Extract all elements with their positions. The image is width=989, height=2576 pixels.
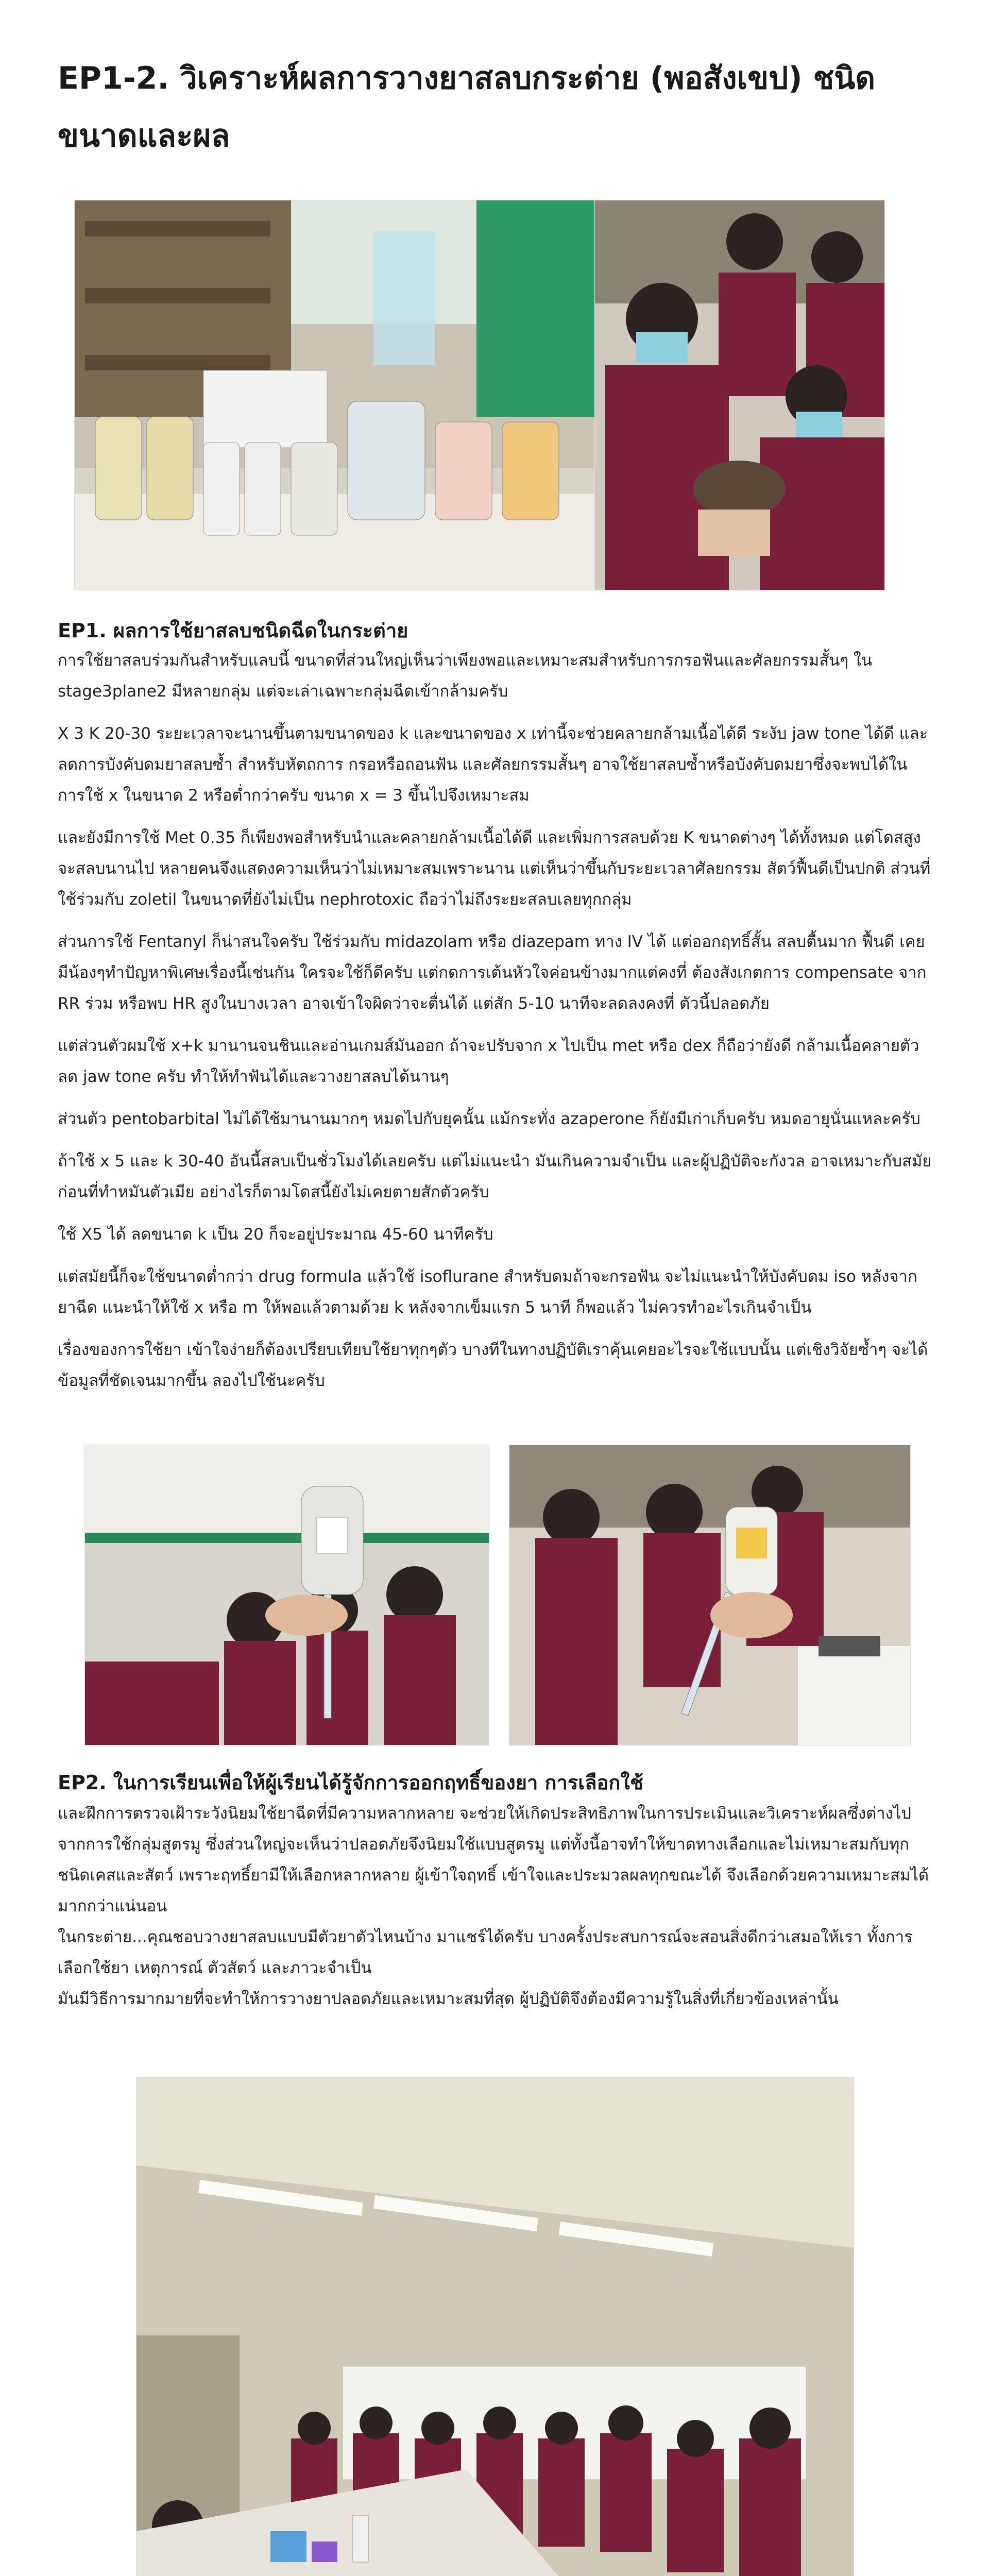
paragraph: และยังมีการใช้ Met 0.35 ก็เพียงพอสำหรับนำและคลายกล้ามเนื้อได้ดี และเพิ่มการสลบด้วย K ขนาดต่างๆ ได้ทั้งหมด แต่โดสสูงจะสลบนานไป หลายคนจึงแสดงความเห็นว่าไม่เหมาะสมเพราะนาน แต่เห็นว่าขึ้นกับระยะเวลาศัลยกรรม สัตว์ฟื้นดีเป็นปกติ ส่วนที่ใช้ร่วมกับ zoletil ในขนาดที่ยังไม่เป็น nephrotoxic ถือว่าไม่ถึงระยะสลบเลยทุกกลุ่ม: [58, 828, 931, 909]
paragraph: เรื่องของการใช้ยา เข้าใจง่ายก็ต้องเปรียบเทียบใช้ยาทุกๆตัว บางทีในทางปฏิบัติเราคุ้นเคยอะไรจะใช้แบบนั้น แต่เชิงวิจัยซ้ำๆ จะได้ข้อมูลที่ชัดเจนมากขึ้น ลองไปใช้นะครับ: [58, 1341, 928, 1390]
paragraph: แต่ส่วนตัวผมใช้ x+k มานานจนชินและอ่านเกมส์มันออก ถ้าจะปรับจาก x ไปเป็น met หรือ dex ก็ถือว่ายังดี กล้ามเนื้อคลายตัว ลด jaw tone ครับ ทำให้ทำฟันได้และวางยาสลบได้นานๆ: [58, 1037, 919, 1086]
vial-syringe-photo-1: [84, 1445, 489, 1745]
vial-syringe-photo-2: [509, 1445, 911, 1745]
paragraph: การใช้ยาสลบร่วมกันสำหรับแลบนี้ ขนาดที่ส่วนใหญ่เห็นว่าเพียงพอและเหมาะสมสำหรับการกรอฟันและศัลยกรรมสั้นๆ ใน stage3plane2 มีหลายกลุ่ม แต่จะเล่าเฉพาะกลุ่มฉีดเข้ากล้ามครับ: [58, 651, 873, 701]
students-handling-rabbit-photo: [594, 200, 885, 590]
paragraph: ส่วนการใช้ Fentanyl ก็น่าสนใจครับ ใช้ร่วมกับ midazolam หรือ diazepam ทาง IV ได้ แต่ออกฤทธิ์สั้น สลบตื้นมาก ฟื้นดี เคยมีน้องๆทำปัญหาพิเศษเรื่องนี้เช่นกัน ใครจะใช้ก็ดีครับ แต่กดการเต้นหัวใจค่อนข้างมากแต่คงที่ ต้องสังเกตการ compensate จาก RR ร่วม หรือพบ HR สูงในบางเวลา อาจเข้าใจผิดว่าจะตื่นได้ แต่สัก 5-10 นาทีจะลดลงคงที่ ตัวนี้ปลอดภัย: [58, 933, 927, 1013]
section2-body: [58, 1798, 933, 2014]
paragraph: ส่วนตัว pentobarbital ไม่ได้ใช้มานานมากๆ หมดไปกับยุคนั้น แม้กระทั่ง azaperone ก็ยังมีเก่าเก็บครับ หมดอายุนั่นแหละครับ: [58, 1110, 920, 1128]
section1-body: [58, 645, 933, 1408]
paragraph: ถ้าใช้ x 5 และ k 30-40 อันนี้สลบเป็นชั่วโมงได้เลยครับ แต่ไม่แนะนำ มันเกินความจำเป็น และผู้ปฏิบัติจะกังวล อาจเหมาะกับสมัยก่อนที่ทำหมันตัวเมีย อย่างไรก็ตามโดสนี้ยังไม่เคยตายสักตัวครับ: [58, 1152, 932, 1201]
paragraph: มันมีวิธีการมากมายที่จะทำให้การวางยาปลอดภัยและเหมาะสมที่สุด ผู้ปฏิบัติจึงต้องมีความรู้ในสิ่งที่เกี่ยวข้องเหล่านั้น: [58, 1990, 839, 2008]
paragraph: แต่สมัยนี้ก็จะใช้ขนาดต่ำกว่า drug formula แล้วใช้ isoflurane สำหรับดมถ้าจะกรอฟัน จะไม่แนะนำให้บังคับดม iso หลังจากยาฉีด แนะนำให้ใช้ x หรือ m ให้พอแล้วตามด้วย k หลังจากเข็มแรก 5 นาที ก็พอแล้ว ไม่ควรทำอะไรเกินจำเป็น: [58, 1267, 917, 1317]
section2-heading: EP2. ในการเรียนเพื่อให้ผู้เรียนได้รู้จักการออกฤทธิ์ของยา การเลือกใช้: [58, 1771, 643, 1794]
paragraph: ในกระต่าย...คุณชอบวางยาสลบแบบมีตัวยาตัวไหนบ้าง มาแชร์ได้ครับ บางครั้งประสบการณ์จะสอนสิ่งดีกว่าเสมอให้เรา ทั้งการเลือกใช้ยา เหตุการณ์ ตัวสัตว์ และภาวะจำเป็น: [58, 1928, 913, 1977]
paragraph: และฝึกการตรวจเฝ้าระวังนิยมใช้ยาฉีดที่มีความหลากหลาย จะช่วยให้เกิดประสิทธิภาพในการประเมินและวิเคราะห์ผลซึ่งต่างไปจากการใช้กลุ่มสูตรมู ซึ่งส่วนใหญ่จะเห็นว่าปลอดภัยจึงนิยมใช้แบบสูตรมู แต่ทั้งนี้อาจทำให้ขาดทางเลือกและไม่เหมาะสมกับทุกชนิดเคสและสัตว์ เพราะฤทธิ์ยามีให้เลือกหลากหลาย ผู้เข้าใจฤทธิ์ เข้าใจและประมวลผลทุกขณะได้ จึงเลือกด้วยความเหมาะสมได้มากกว่าแน่นอน: [58, 1804, 929, 1916]
section1-heading: EP1. ผลการใช้ยาสลบชนิดฉีดในกระต่าย: [58, 619, 408, 642]
drug-vials-photo: [74, 200, 595, 590]
paragraph: ใช้ X5 ได้ ลดขนาด k เป็น 20 ก็จะอยู่ประมาณ 45-60 นาทีครับ: [58, 1225, 493, 1244]
page-title: EP1-2. วิเคราะห์ผลการวางยาสลบกระต่าย (พอสังเขป) ชนิดขนาดและผล: [58, 60, 876, 154]
classroom-photo: [136, 2077, 854, 2576]
paragraph: X 3 K 20-30 ระยะเวลาจะนานขึ้นตามขนาดของ k และขนาดของ x เท่านี้จะช่วยคลายกล้ามเนื้อได้ดี ระงับ jaw tone ได้ดี และลดการบังคับดมยาสลบซ้ำ สำหรับหัตถการ กรอหรือถอนฟัน และศัลยกรรมสั้นๆ อาจใช้ยาสลบซ้ำหรือบังคับดมยาซึ่งจะพบได้ในการใช้ x ในขนาด 2 หรือต่ำกว่าครับ ขนาด x = 3 ขึ้นไปจึงเหมาะสม: [58, 724, 928, 805]
